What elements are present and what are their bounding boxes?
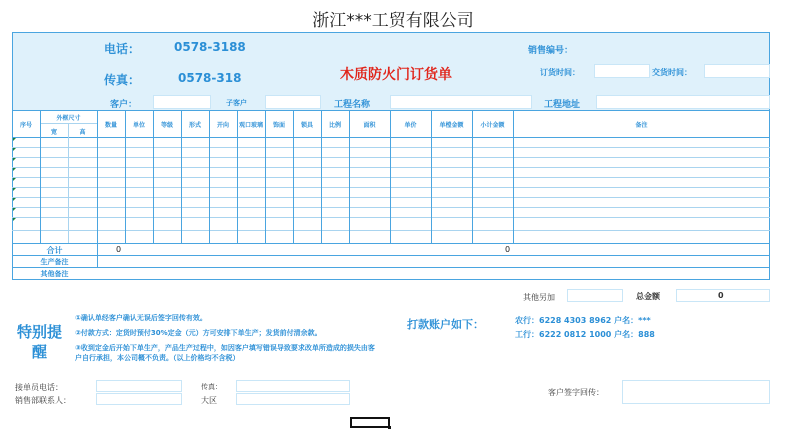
header-left-panel — [13, 33, 98, 110]
col-header-unit: 单位 — [132, 122, 145, 129]
order-time-label: 订货时间： — [540, 68, 580, 77]
customer-sign-field[interactable] — [622, 380, 770, 404]
project-address-label: 工程地址 — [544, 100, 581, 110]
col-header-index: 序号 — [19, 122, 32, 129]
col-header-width: 宽 — [50, 129, 57, 136]
delivery-time-field[interactable] — [704, 64, 770, 78]
col-header-lock: 锁具 — [300, 122, 313, 129]
payment-label: 打款账户如下： — [407, 318, 484, 331]
grid-line — [153, 110, 154, 243]
col-header-grade: 等级 — [160, 122, 173, 129]
company-title: 浙江***工贸有限公司 — [312, 11, 474, 31]
col-header-glass: 观口玻璃 — [238, 122, 263, 129]
footer-fax-field[interactable] — [236, 380, 350, 392]
grid-line — [12, 267, 770, 268]
sub-customer-field[interactable] — [265, 95, 321, 109]
notice-heading-2: 醒 — [32, 343, 48, 361]
col-header-form: 形式 — [188, 122, 201, 129]
sales-contact-label: 销售部联系人： — [15, 396, 71, 405]
row-marker — [13, 138, 16, 141]
total-amount-label: 总金额 — [636, 292, 660, 301]
grid-line — [125, 110, 126, 243]
delivery-time-label: 交货时间： — [652, 68, 692, 77]
customer-sign-label: 客户签字回传： — [548, 388, 604, 397]
payment-line-1: 农行：6228 4303 8962 户名：*** — [515, 316, 651, 325]
sales-contact-field[interactable] — [96, 393, 182, 405]
total-amount-value: 0 — [718, 291, 724, 300]
region-label: 大区 — [201, 396, 217, 405]
col-header-quantity: 数量 — [104, 122, 117, 129]
grid-line — [209, 110, 210, 243]
total-quantity: 0 — [116, 245, 122, 254]
total-label: 合计 — [46, 246, 63, 255]
grid-line — [513, 110, 514, 243]
order-clerk-phone-field[interactable] — [96, 380, 182, 392]
selected-cell[interactable] — [350, 417, 390, 428]
grid-line — [12, 243, 770, 244]
grid-line — [265, 110, 266, 243]
grid-line — [431, 110, 432, 243]
notice-item-1: ①确认单经客户确认无误后签字回传有效。 — [75, 314, 207, 322]
col-header-subtotal: 小计金额 — [480, 122, 505, 129]
fax-value: 0578-318 — [178, 71, 242, 85]
grid-line — [321, 110, 322, 243]
payment-line-2: 工行：6222 0812 1000 户名：888 — [515, 330, 655, 339]
row-marker — [13, 188, 16, 191]
project-name-label: 工程名称 — [334, 100, 371, 110]
fax-label: 传真： — [104, 73, 141, 87]
row-marker — [13, 198, 16, 201]
fill-handle[interactable] — [388, 426, 391, 429]
col-header-frame-size: 外框尺寸 — [56, 115, 81, 122]
col-header-height: 高 — [79, 129, 86, 136]
col-header-finish: 饰面 — [272, 122, 285, 129]
project-name-field[interactable] — [390, 95, 532, 109]
other-note-label: 其他备注 — [40, 270, 69, 278]
order-time-field[interactable] — [594, 64, 650, 78]
extra-fee-field[interactable] — [567, 289, 623, 302]
grid-line — [472, 110, 473, 243]
notice-heading: 特别提 — [17, 323, 63, 341]
row-marker — [13, 158, 16, 161]
col-header-ratio: 比例 — [328, 122, 341, 129]
project-address-field[interactable] — [596, 95, 770, 109]
grid-line — [12, 255, 770, 256]
order-clerk-phone-label: 接单员电话： — [15, 383, 63, 392]
phone-value: 0578-3188 — [174, 40, 246, 54]
production-note-label: 生产备注 — [40, 258, 69, 266]
sales-number-label: 销售编号： — [528, 46, 574, 56]
grid-line — [181, 110, 182, 243]
grid-line — [97, 110, 98, 267]
sub-customer-label: 子客户 — [226, 99, 247, 107]
grid-line — [349, 110, 350, 243]
row-marker — [13, 148, 16, 151]
grid-line — [390, 110, 391, 243]
footer-fax-label: 传真： — [201, 383, 222, 391]
notice-item-3b: 户自行承担，本公司概不负责。（以上价格均不含税） — [75, 354, 240, 362]
row-marker — [13, 208, 16, 211]
grid-line — [68, 123, 69, 243]
row-marker — [13, 178, 16, 181]
customer-label: 客户： — [110, 100, 138, 110]
grid-line — [293, 110, 294, 243]
total-subtotal: 0 — [505, 245, 511, 254]
col-header-unit-price: 单价 — [404, 122, 417, 129]
grid-line — [237, 110, 238, 243]
row-marker — [13, 168, 16, 171]
extra-fee-label: 其他另加 — [523, 293, 555, 302]
row-marker — [13, 218, 16, 221]
region-field[interactable] — [236, 393, 350, 405]
col-header-area: 面积 — [363, 122, 376, 129]
notice-item-2: ②付款方式：定货时预付30%定金（元）方可安排下单生产；发货前付清余款。 — [75, 329, 322, 337]
col-header-unit-amount: 单樘金额 — [439, 122, 464, 129]
document-title: 木质防火门订货单 — [340, 67, 452, 83]
customer-field[interactable] — [153, 95, 211, 109]
col-header-remark: 备注 — [635, 122, 648, 129]
col-header-opening: 开向 — [216, 122, 229, 129]
phone-label: 电话： — [104, 42, 141, 56]
notice-item-3a: ③收到定金后开始下单生产，产品生产过程中，如因客户填写错误导致要求改单所造成的损失由客 — [75, 344, 375, 352]
